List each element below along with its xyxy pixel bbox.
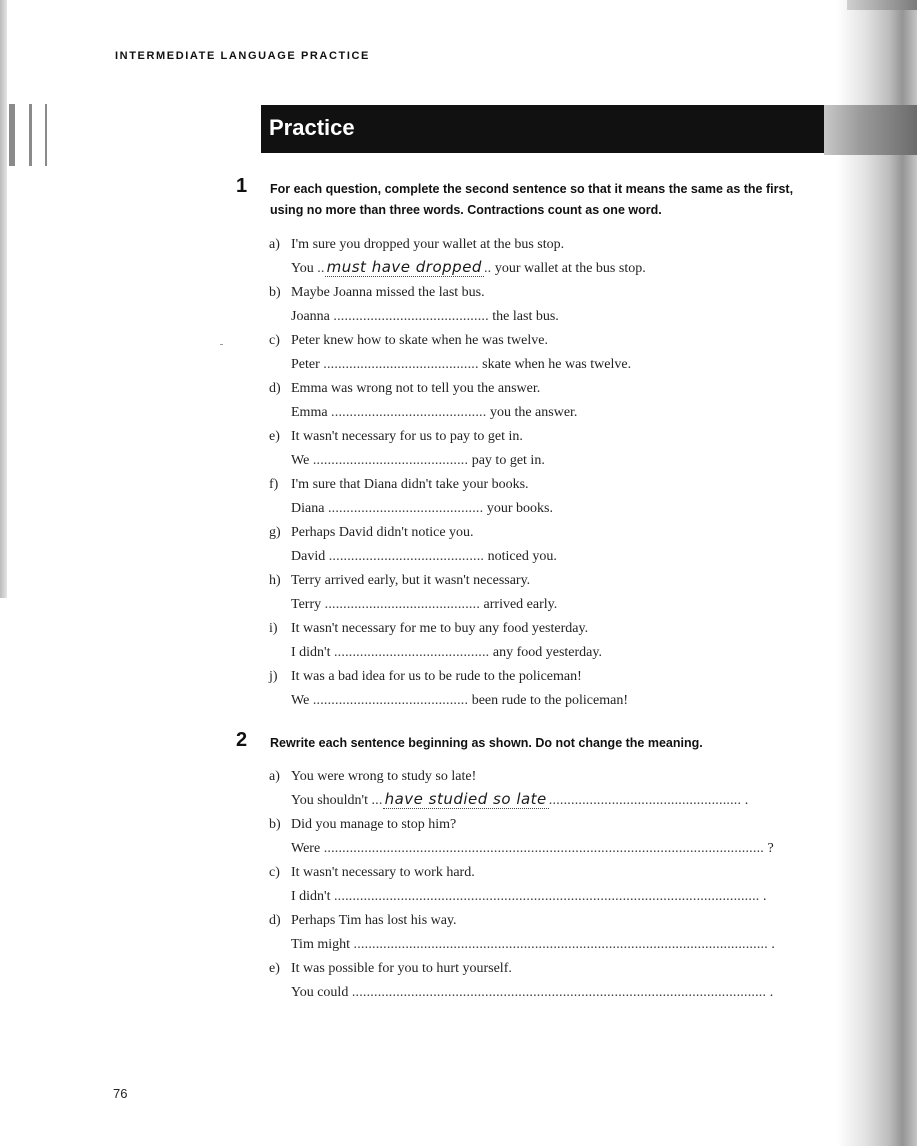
item-letter: f) [269,477,279,492]
item-letter: j) [269,669,278,684]
item-start: Tim might [291,937,351,952]
exercise-2-item-e [269,957,829,1005]
item-sentence: Perhaps David didn't notice you. [291,525,474,540]
answer-blank[interactable]: ................................................................................................................ [353,937,768,952]
exercise-1-item-f [269,473,829,521]
item-sentence: I'm sure that Diana didn't take your books. [291,477,529,492]
item-end: pay to get in. [471,453,545,468]
exercise-1-item-j [269,665,829,713]
section-title: Practice [269,115,355,140]
item-letter: i) [269,621,278,636]
item-dots-after: .. [483,261,492,276]
item-start: We [291,453,310,468]
answer-field[interactable]: must have dropped [326,258,482,276]
item-letter: e) [269,429,280,444]
item-sentence: It was a bad idea for us to be rude to the policeman! [291,669,582,684]
item-start: You shouldn't [291,793,368,808]
item-sentence: Emma was wrong not to tell you the answer. [291,381,541,396]
item-end: . [744,793,749,808]
item-end: your books. [486,501,553,516]
exercise-1-instruction: For each question, complete the second sentence so that it means the same as the first, using no more than three words. Contractions count as one word. [270,182,794,217]
answer-blank[interactable]: .......................................... [312,453,469,468]
exercise-2-item-b [269,813,829,861]
scan-right-edge-top [847,0,917,10]
item-start: You [291,261,314,276]
answer-blank[interactable]: ................................................................................................................... [333,889,760,904]
item-sentence: Did you manage to stop him? [291,817,457,832]
item-start: I didn't [291,889,331,904]
exercise-2-item-c [269,861,829,909]
exercise-1-item-h [269,569,829,617]
item-end: . [771,937,775,952]
item-dots-after: .................................................... [548,793,742,808]
item-start: Emma [291,405,328,420]
item-sentence: Perhaps Tim has lost his way. [291,913,457,928]
item-end: . [769,985,774,1000]
item-end: been rude to the policeman! [471,693,628,708]
item-end: noticed you. [487,549,557,564]
item-start: You could [291,985,349,1000]
item-letter: a) [269,237,280,252]
exercise-1-item-d [269,377,829,425]
exercise-1-number: 1 [236,175,248,197]
item-end: ? [767,841,774,856]
exercise-2-number: 2 [236,729,248,751]
item-end: skate when he was twelve. [482,357,632,372]
exercise-2-instruction: Rewrite each sentence beginning as shown. Do not change the meaning. [270,736,703,750]
answer-blank[interactable]: ................................................................................................................ [351,985,767,1000]
answer-blank[interactable]: .......................................... [312,693,469,708]
exercise-2-item-d [269,909,829,957]
answer-blank[interactable]: .......................................... [327,501,484,516]
answer-blank[interactable]: .......................................... [331,405,487,420]
item-letter: d) [269,913,281,928]
answer-blank[interactable]: ....................................................................................................................... [323,841,764,856]
answer-blank[interactable]: .......................................... [323,357,479,372]
item-letter: h) [269,573,281,588]
exercise-1-item-g [269,521,829,569]
exercise-1-item-a [269,233,829,281]
page-number: 76 [113,1086,128,1101]
item-sentence: It wasn't necessary to work hard. [291,865,475,880]
item-end: your wallet at the bus stop. [494,261,646,276]
item-start: Were [291,841,321,856]
item-letter: d) [269,381,281,396]
answer-blank[interactable]: .......................................... [333,309,489,324]
item-letter: a) [269,769,280,784]
item-start: Joanna [291,309,330,324]
answer-blank[interactable]: .......................................... [328,549,485,564]
item-letter: b) [269,817,281,832]
item-end: any food yesterday. [492,645,602,660]
item-start: We [291,693,310,708]
item-end: you the answer. [489,405,578,420]
item-start: I didn't [291,645,331,660]
exercise-2-item-a [269,765,829,813]
answer-blank[interactable]: .......................................... [333,645,490,660]
item-sentence: It wasn't necessary for us to pay to get in. [291,429,523,444]
item-end: . [762,889,767,904]
exercise-1-item-b [269,281,829,329]
item-dots: ... [371,793,383,808]
exercise-1-item-c [269,329,829,377]
item-sentence: I'm sure you dropped your wallet at the bus stop. [291,237,565,252]
item-letter: g) [269,525,281,540]
exercise-1-item-i [269,617,829,665]
item-letter: c) [269,333,280,348]
scan-right-edge [837,0,917,1146]
item-letter: b) [269,285,281,300]
item-start: Terry [291,597,322,612]
scan-right-block [824,105,917,155]
exercise-1-item-e [269,425,829,473]
item-start: David [291,549,326,564]
item-end: arrived early. [483,597,558,612]
item-sentence: Peter knew how to skate when he was twelve. [291,333,548,348]
scan-speck [220,344,223,345]
running-head: INTERMEDIATE LANGUAGE PRACTICE [115,50,370,62]
item-sentence: Maybe Joanna missed the last bus. [291,285,485,300]
item-sentence: It wasn't necessary for me to buy any food yesterday. [291,621,589,636]
scan-left-marks [9,104,49,166]
scan-left-edge [0,0,7,598]
answer-blank[interactable]: .......................................... [324,597,481,612]
answer-field[interactable]: have studied so late [384,790,547,808]
item-dots: .. [317,261,325,276]
item-sentence: It was possible for you to hurt yourself. [291,961,512,976]
item-start: Peter [291,357,320,372]
item-end: the last bus. [492,309,559,324]
item-letter: c) [269,865,280,880]
item-start: Diana [291,501,325,516]
item-sentence: You were wrong to study so late! [291,769,477,784]
item-letter: e) [269,961,280,976]
item-sentence: Terry arrived early, but it wasn't necessary. [291,573,531,588]
